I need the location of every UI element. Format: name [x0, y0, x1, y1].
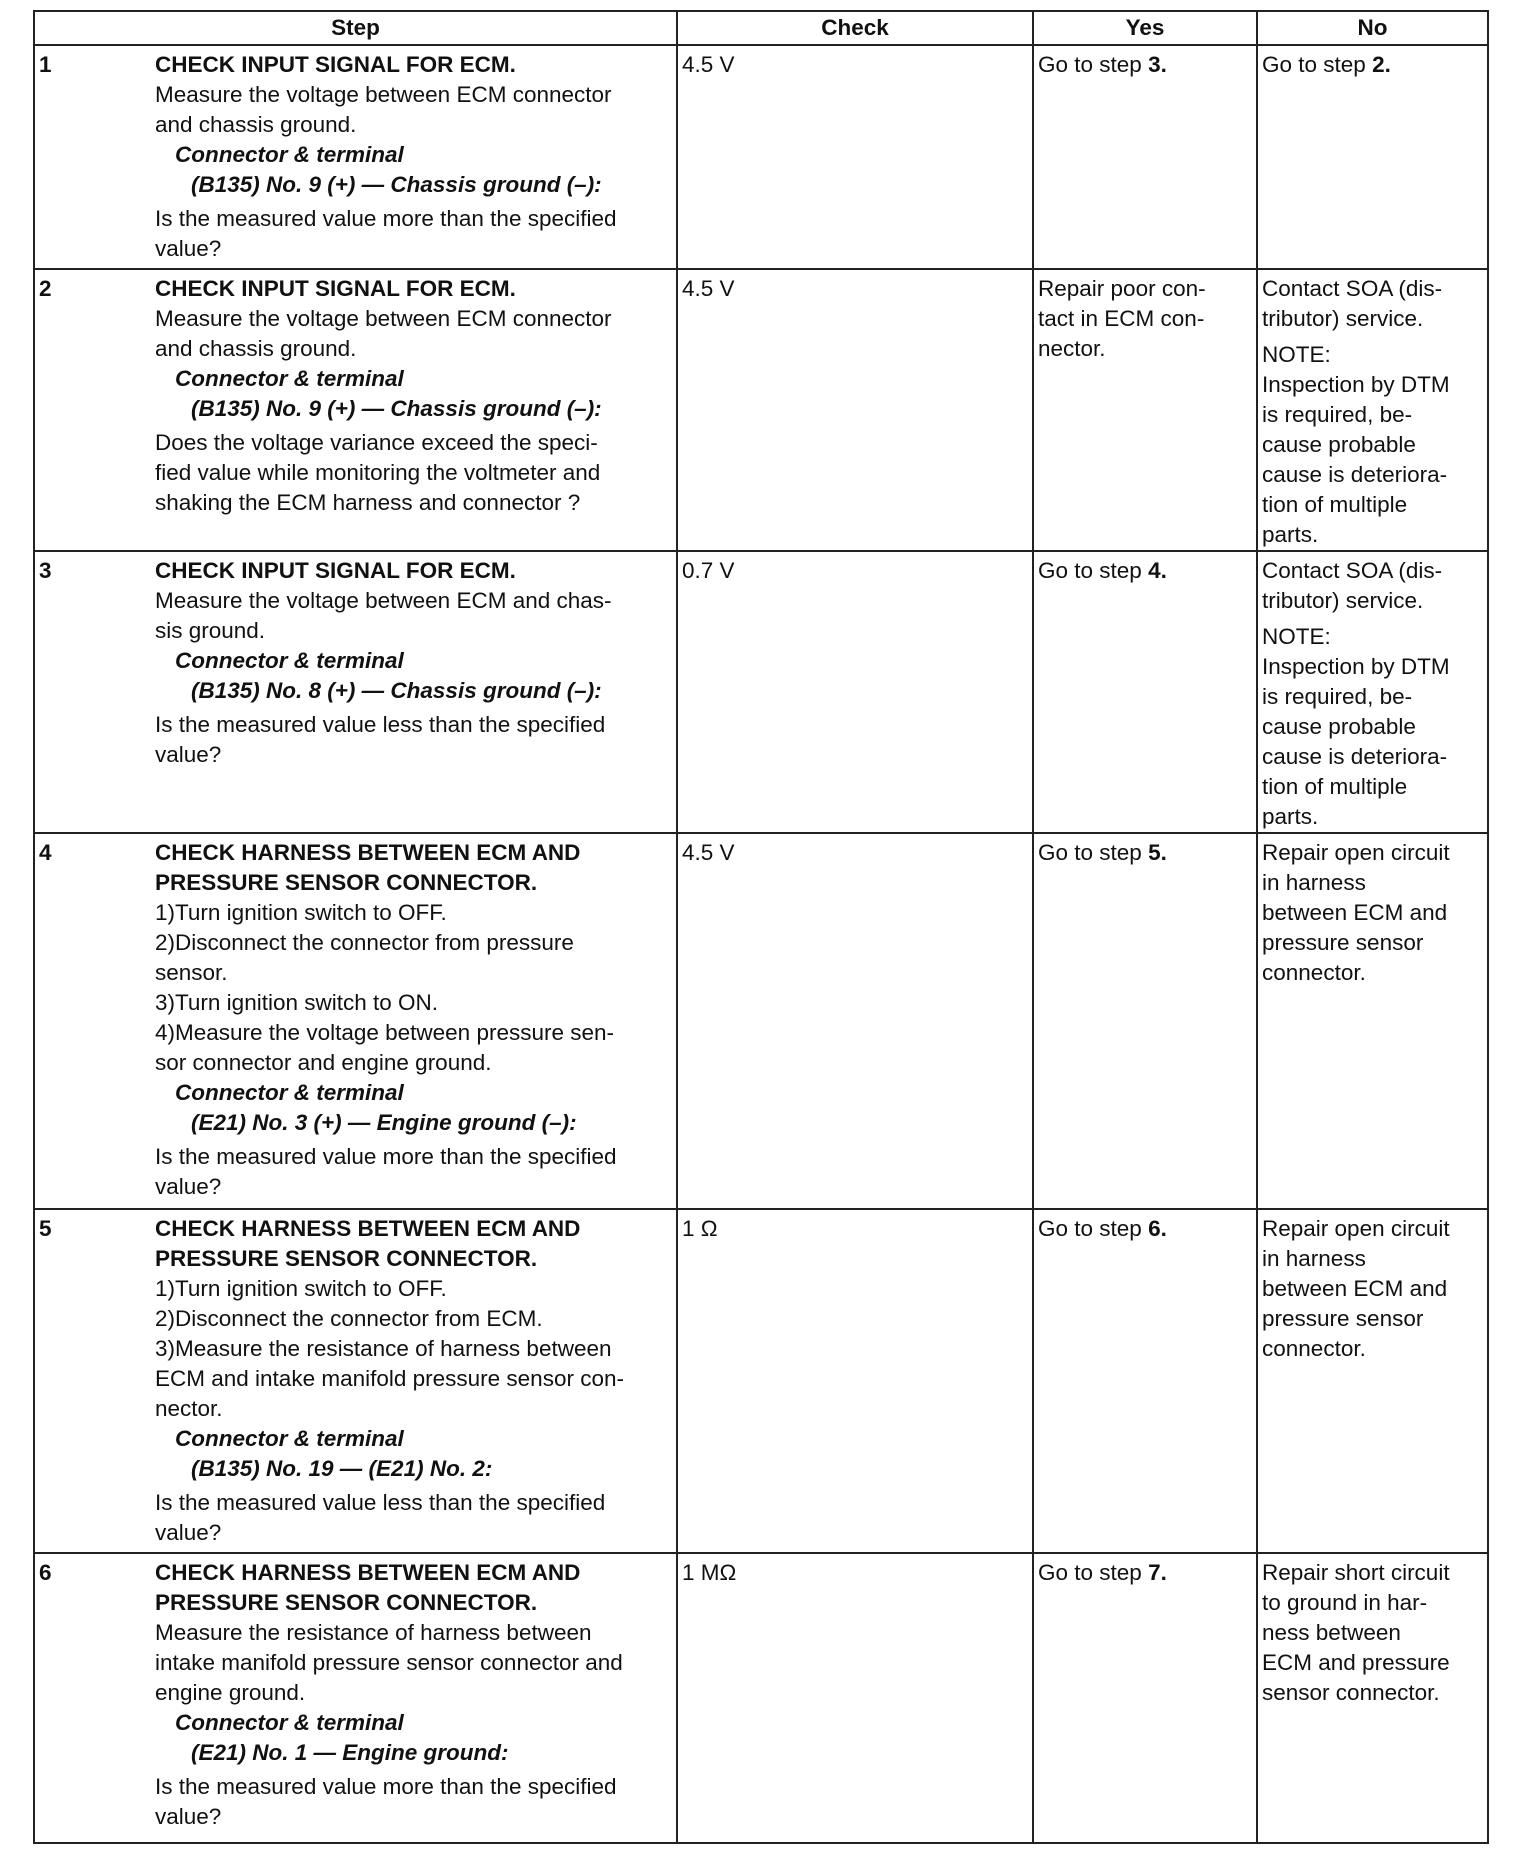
connector-terminal-value: (E21) No. 3 (+) — Engine ground (–):	[191, 1110, 577, 1135]
no-text-line: connector.	[1262, 1336, 1366, 1361]
step-number: 6	[34, 1553, 149, 1843]
step-description	[149, 45, 677, 269]
step-text-line: Measure the voltage between ECM and chas-	[155, 588, 612, 613]
step-title-line: CHECK HARNESS BETWEEN ECM AND	[155, 1560, 581, 1585]
note-line: parts.	[1262, 804, 1319, 829]
no-text-line: Contact SOA (dis-	[1262, 558, 1443, 583]
yes-text-line: nector.	[1038, 336, 1106, 361]
step-title-line: PRESSURE SENSOR CONNECTOR.	[155, 1590, 538, 1615]
step-title-line: CHECK HARNESS BETWEEN ECM AND	[155, 840, 581, 865]
yes-text: Go to step	[1038, 52, 1149, 77]
step-question-line: shaking the ECM harness and connector ?	[155, 490, 581, 515]
yes-step-number: 4.	[1148, 558, 1167, 583]
connector-terminal-value: (B135) No. 9 (+) — Chassis ground (–):	[191, 172, 602, 197]
step-text-line: engine ground.	[155, 1680, 306, 1705]
yes-text-line: tact in ECM con-	[1038, 306, 1205, 331]
yes-action	[1033, 1209, 1257, 1553]
step-question-line: Is the measured value less than the specified	[155, 712, 606, 737]
note-line: Inspection by DTM	[1262, 654, 1450, 679]
connector-label: Connector & terminal	[175, 366, 404, 391]
no-text-line: Repair open circuit	[1262, 1216, 1450, 1241]
yes-action	[1033, 833, 1257, 1209]
step-number: 3	[34, 551, 149, 833]
no-text: Go to step	[1262, 52, 1373, 77]
step-title: CHECK INPUT SIGNAL FOR ECM.	[155, 52, 516, 77]
note-line: parts.	[1262, 522, 1319, 547]
step-title: CHECK INPUT SIGNAL FOR ECM.	[155, 276, 516, 301]
no-action	[1257, 1209, 1488, 1553]
no-action	[1257, 269, 1488, 551]
yes-text: Go to step	[1038, 840, 1149, 865]
no-text-line: ness between	[1262, 1620, 1401, 1645]
step-question-line: Is the measured value more than the specified	[155, 206, 617, 231]
note-line: Inspection by DTM	[1262, 372, 1450, 397]
header-yes: Yes	[1033, 11, 1257, 45]
step-question-line: value?	[155, 1520, 222, 1545]
check-value: 4.5 V	[677, 833, 1033, 1209]
no-text-line: Repair short circuit	[1262, 1560, 1450, 1585]
yes-text-line: Repair poor con-	[1038, 276, 1206, 301]
no-text-line: tributor) service.	[1262, 588, 1424, 613]
note-line: cause is deteriora-	[1262, 744, 1448, 769]
step-question-line: value?	[155, 742, 222, 767]
no-step-number: 2.	[1372, 52, 1391, 77]
connector-label: Connector & terminal	[175, 142, 404, 167]
note-line: cause is deteriora-	[1262, 462, 1448, 487]
no-text-line: connector.	[1262, 960, 1366, 985]
yes-action	[1033, 45, 1257, 269]
step-text-line: sis ground.	[155, 618, 266, 643]
step-description	[149, 1209, 677, 1553]
yes-step-number: 7.	[1148, 1560, 1167, 1585]
yes-step-number: 5.	[1148, 840, 1167, 865]
yes-action	[1033, 269, 1257, 551]
step-number: 4	[34, 833, 149, 1209]
step-text-line: sor connector and engine ground.	[155, 1050, 492, 1075]
step-text-line: 1)Turn ignition switch to OFF.	[155, 1276, 447, 1301]
check-value: 1 Ω	[677, 1209, 1033, 1553]
note-label: NOTE:	[1262, 624, 1331, 649]
step-text-line: intake manifold pressure sensor connector and	[155, 1650, 623, 1675]
step-text-line: sensor.	[155, 960, 228, 985]
no-text-line: between ECM and	[1262, 1276, 1448, 1301]
header-no: No	[1257, 11, 1488, 45]
step-text-line: and chassis ground.	[155, 336, 357, 361]
note-line: cause probable	[1262, 714, 1416, 739]
connector-label: Connector & terminal	[175, 1710, 404, 1735]
step-text-line: Measure the voltage between ECM connector	[155, 306, 612, 331]
step-text-line: 3)Turn ignition switch to ON.	[155, 990, 439, 1015]
step-text-line: 1)Turn ignition switch to OFF.	[155, 900, 447, 925]
connector-label: Connector & terminal	[175, 1426, 404, 1451]
step-question-line: Is the measured value less than the specified	[155, 1490, 606, 1515]
step-text-line: ECM and intake manifold pressure sensor con-	[155, 1366, 624, 1391]
check-value: 0.7 V	[677, 551, 1033, 833]
step-text-line: 3)Measure the resistance of harness between	[155, 1336, 612, 1361]
step-question-line: value?	[155, 236, 222, 261]
step-number: 1	[34, 45, 149, 269]
no-text-line: pressure sensor	[1262, 930, 1424, 955]
step-row-4	[34, 833, 1488, 1209]
step-text-line: 2)Disconnect the connector from pressure	[155, 930, 574, 955]
step-question-line: fied value while monitoring the voltmeter and	[155, 460, 601, 485]
yes-step-number: 3.	[1148, 52, 1167, 77]
no-text-line: between ECM and	[1262, 900, 1448, 925]
no-action	[1257, 45, 1488, 269]
step-description	[149, 833, 677, 1209]
note-line: is required, be-	[1262, 684, 1413, 709]
step-row-5	[34, 1209, 1488, 1553]
yes-text: Go to step	[1038, 1216, 1149, 1241]
step-text-line: 2)Disconnect the connector from ECM.	[155, 1306, 543, 1331]
connector-terminal-value: (B135) No. 9 (+) — Chassis ground (–):	[191, 396, 602, 421]
note-line: tion of multiple	[1262, 492, 1408, 517]
check-value: 4.5 V	[677, 269, 1033, 551]
no-text-line: in harness	[1262, 870, 1366, 895]
connector-label: Connector & terminal	[175, 1080, 404, 1105]
yes-action	[1033, 551, 1257, 833]
step-row-3	[34, 551, 1488, 833]
yes-action	[1033, 1553, 1257, 1843]
note-line: is required, be-	[1262, 402, 1413, 427]
step-text-line: nector.	[155, 1396, 223, 1421]
no-action	[1257, 833, 1488, 1209]
step-question-line: value?	[155, 1804, 222, 1829]
connector-terminal-value: (E21) No. 1 — Engine ground:	[191, 1740, 509, 1765]
connector-terminal-value: (B135) No. 8 (+) — Chassis ground (–):	[191, 678, 602, 703]
step-text-line: Measure the voltage between ECM connector	[155, 82, 612, 107]
step-text-line: and chassis ground.	[155, 112, 357, 137]
step-title-line: PRESSURE SENSOR CONNECTOR.	[155, 1246, 538, 1271]
connector-label: Connector & terminal	[175, 648, 404, 673]
step-text-line: Measure the resistance of harness between	[155, 1620, 592, 1645]
step-question-line: Is the measured value more than the specified	[155, 1144, 617, 1169]
diagnostic-procedure-table	[33, 10, 1489, 1844]
check-value: 4.5 V	[677, 45, 1033, 269]
note-line: cause probable	[1262, 432, 1416, 457]
step-description	[149, 1553, 677, 1843]
step-question-line: Does the voltage variance exceed the speci-	[155, 430, 598, 455]
step-title: CHECK INPUT SIGNAL FOR ECM.	[155, 558, 516, 583]
step-text-line: 4)Measure the voltage between pressure sen-	[155, 1020, 615, 1045]
step-number: 5	[34, 1209, 149, 1553]
step-question-line: value?	[155, 1174, 222, 1199]
check-value: 1 MΩ	[677, 1553, 1033, 1843]
note-label: NOTE:	[1262, 342, 1331, 367]
header-row	[34, 11, 1488, 45]
no-action	[1257, 551, 1488, 833]
connector-terminal-value: (B135) No. 19 — (E21) No. 2:	[191, 1456, 493, 1481]
header-check: Check	[677, 11, 1033, 45]
step-title-line: CHECK HARNESS BETWEEN ECM AND	[155, 1216, 581, 1241]
step-question-line: Is the measured value more than the specified	[155, 1774, 617, 1799]
yes-text: Go to step	[1038, 558, 1149, 583]
yes-text: Go to step	[1038, 1560, 1149, 1585]
no-text-line: sensor connector.	[1262, 1680, 1440, 1705]
yes-step-number: 6.	[1148, 1216, 1167, 1241]
header-step: Step	[34, 11, 677, 45]
no-text-line: Contact SOA (dis-	[1262, 276, 1443, 301]
step-row-2	[34, 269, 1488, 551]
no-text-line: pressure sensor	[1262, 1306, 1424, 1331]
step-title-line: PRESSURE SENSOR CONNECTOR.	[155, 870, 538, 895]
no-text-line: tributor) service.	[1262, 306, 1424, 331]
no-text-line: to ground in har-	[1262, 1590, 1428, 1615]
step-description	[149, 551, 677, 833]
no-text-line: in harness	[1262, 1246, 1366, 1271]
step-number: 2	[34, 269, 149, 551]
step-row-1	[34, 45, 1488, 269]
note-line: tion of multiple	[1262, 774, 1408, 799]
no-action	[1257, 1553, 1488, 1843]
step-row-6	[34, 1553, 1488, 1843]
no-text-line: ECM and pressure	[1262, 1650, 1450, 1675]
step-description	[149, 269, 677, 551]
no-text-line: Repair open circuit	[1262, 840, 1450, 865]
